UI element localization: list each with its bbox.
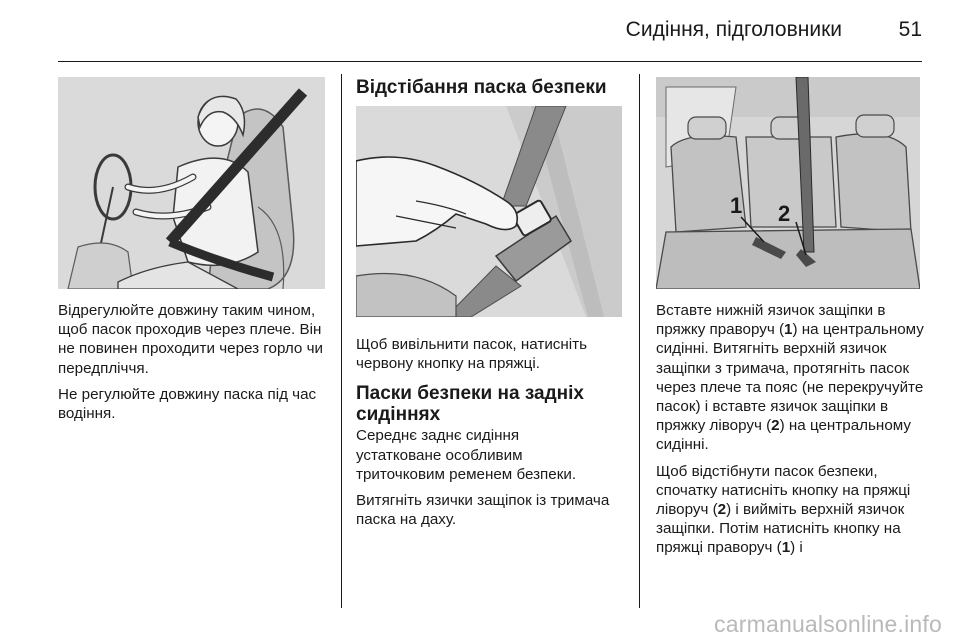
paragraph: Середнє заднє сидіння устатковане особливим триточковим ременем безпеки. xyxy=(356,427,577,483)
section-heading-unbuckling: Відстібання паска безпеки xyxy=(356,77,607,98)
rear-seat-belt-figure xyxy=(656,77,920,289)
section-heading-rear-belts: Паски безпеки на задніх сидіннях xyxy=(356,383,584,426)
driver-seatbelt-figure xyxy=(58,77,325,289)
buckle-release-figure xyxy=(356,106,622,317)
header-rule xyxy=(58,61,922,62)
callout-ref: 1 xyxy=(781,539,791,557)
paragraph: Не регулюйте довжину паска під час водіння. xyxy=(58,385,317,423)
paragraph: Відрегулюйте довжину таким чином, щоб пасок проходив через плече. Він не повинен проходити через горло чи передпліччя. xyxy=(58,302,323,377)
paragraph xyxy=(656,301,928,455)
text-run: Вставте нижній язичок защіпки в пряжку праворуч ( xyxy=(656,302,886,339)
driver-with-seatbelt-icon xyxy=(58,77,325,289)
callout-ref: 1 xyxy=(784,321,793,339)
page-header xyxy=(0,0,960,62)
callout-label-2: 2 xyxy=(778,201,791,226)
page-number: 51 xyxy=(898,18,922,41)
column-divider-2 xyxy=(639,74,640,608)
callout-ref: 2 xyxy=(717,501,727,519)
page-title: Сидіння, підголовники xyxy=(625,18,842,41)
text-run: ) на центральному сидінні. Витягніть верхній язичок защіпки з тримача, протягніть пасок через плече та пояс (не перекручуйте пасок) і вставте язичок защіпки в пряжку ліворуч ( xyxy=(656,321,924,435)
column-divider-1 xyxy=(341,74,342,608)
watermark: carmanualsonline.info xyxy=(714,611,942,637)
text-run: ) на центральному сидінні. xyxy=(656,417,911,454)
text-run: Щоб відстібнути пасок безпеки, спочатку натисніть кнопку на пряжці ліворуч ( xyxy=(656,462,911,519)
text-run: ) і xyxy=(790,539,803,557)
rear-seat-belt-icon xyxy=(656,77,920,289)
paragraph: Щоб вивільнити пасок, натисніть червону кнопку на пряжці. xyxy=(356,336,588,373)
buckle-release-icon xyxy=(356,106,622,317)
col3-text xyxy=(656,301,928,565)
col2-text xyxy=(356,335,628,536)
callout-ref: 2 xyxy=(771,417,780,435)
col1-text xyxy=(58,301,330,430)
text-run: ) і вийміть верхній язичок защіпки. Потім натисніть кнопку на пряжці праворуч ( xyxy=(656,501,905,557)
paragraph: Витягніть язички защіпок із тримача паска на даху. xyxy=(356,492,610,529)
paragraph xyxy=(656,462,928,558)
callout-label-1: 1 xyxy=(730,193,743,218)
